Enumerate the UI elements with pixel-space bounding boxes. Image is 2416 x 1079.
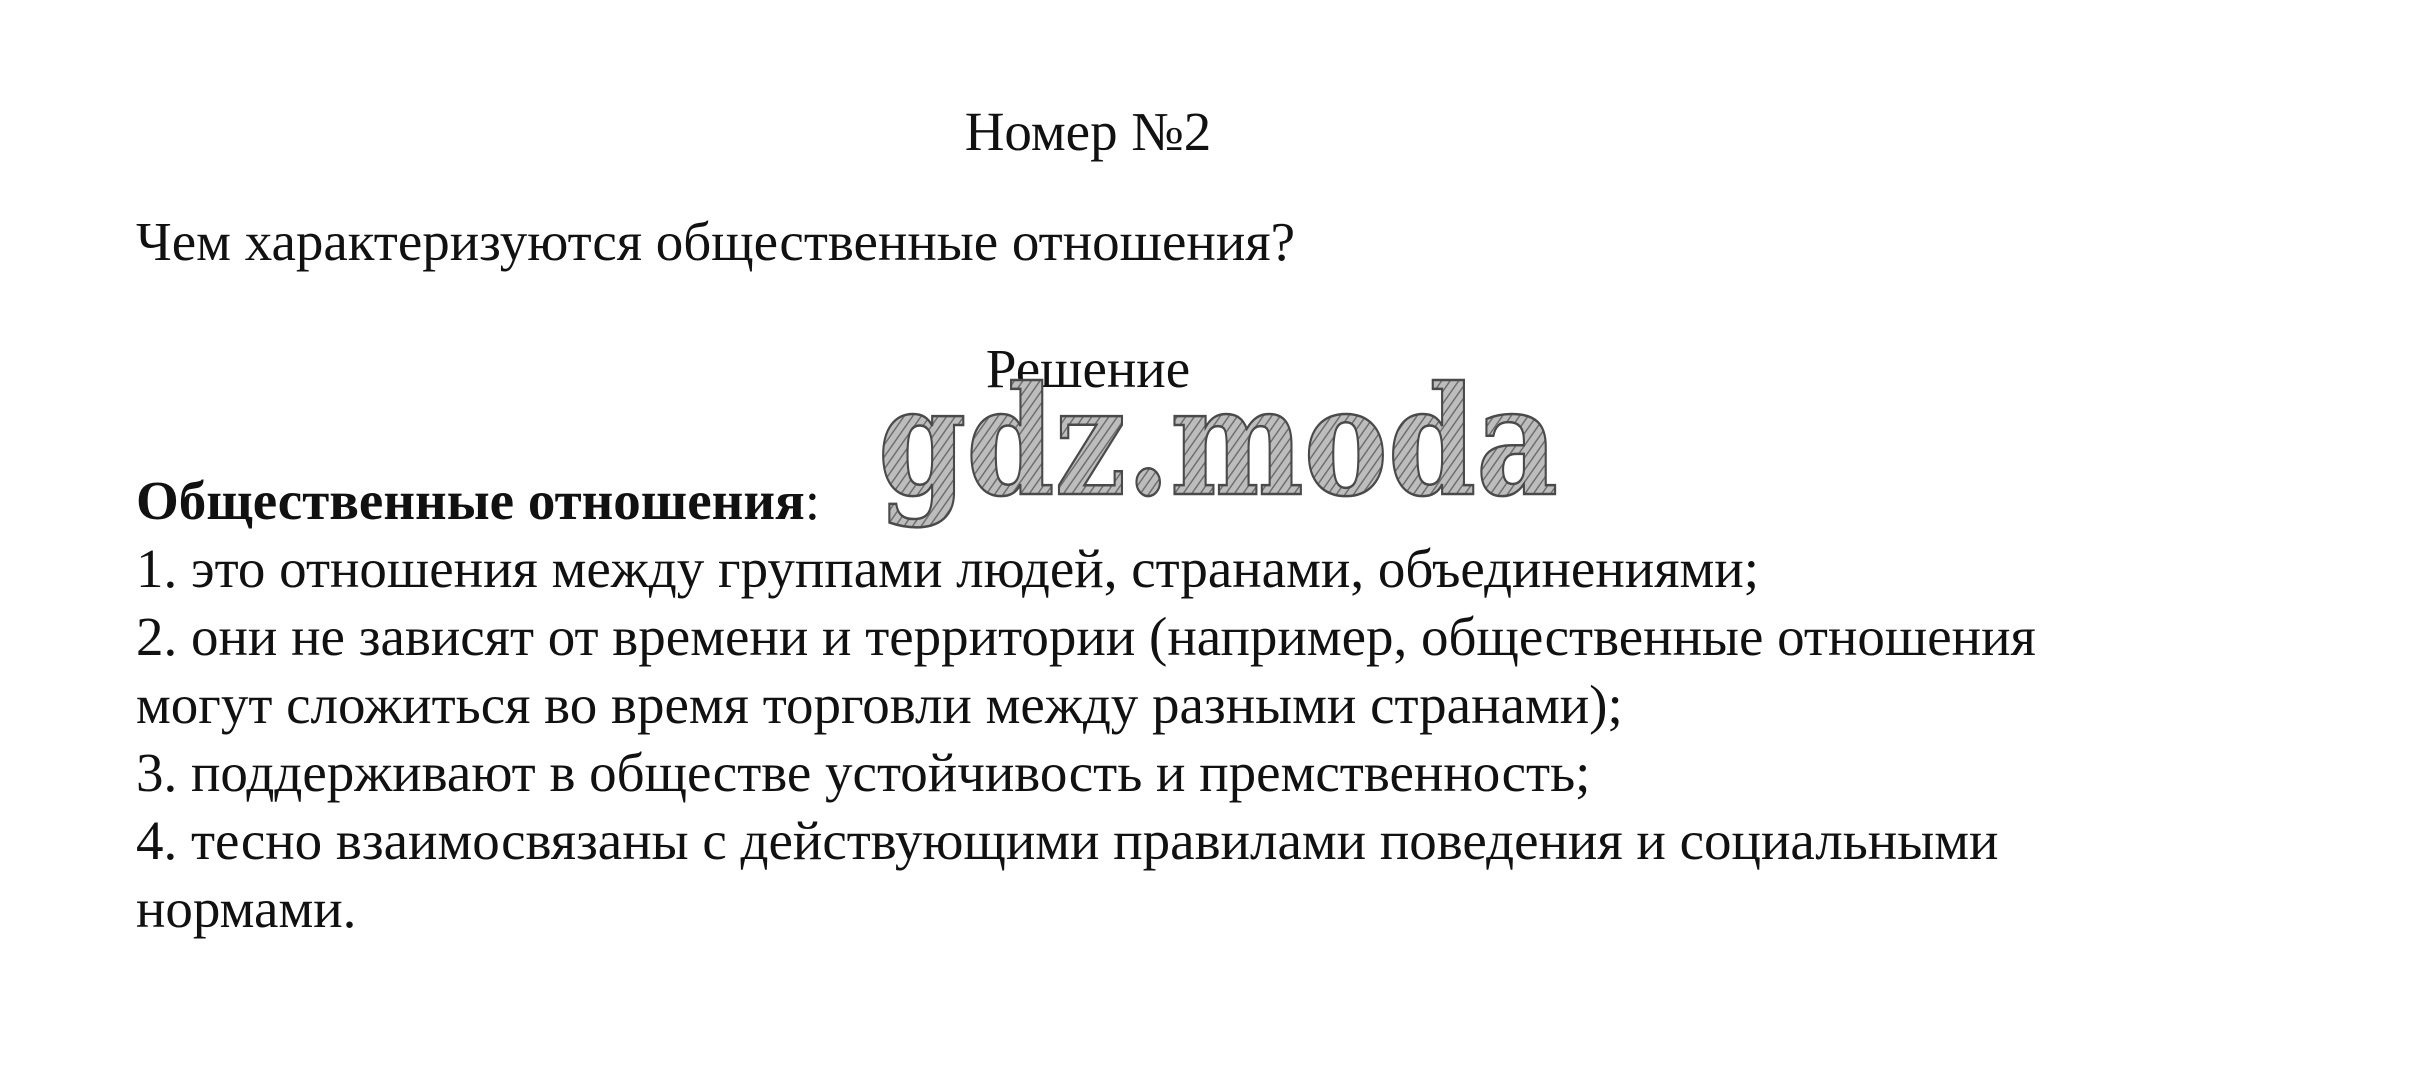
- answer-block: [136, 467, 2316, 943]
- answer-line-6: нормами.: [136, 878, 357, 939]
- solution-label: Решение: [985, 338, 1191, 399]
- answer-term-line: [136, 467, 2316, 535]
- answer-line-3: могут сложиться во время торговли между разными странами);: [136, 674, 1623, 735]
- answer-line-2: 2. они не зависят от времени и территории (например, общественные отношения: [136, 606, 2036, 667]
- answer-term-colon: :: [804, 470, 821, 531]
- answer-term: Общественные отношения: [136, 470, 805, 531]
- answer-line-1: 1. это отношения между группами людей, странами, объединениями;: [136, 538, 1760, 599]
- question-text: Чем характеризуются общественные отношения?: [136, 211, 1295, 272]
- watermark-text: gdz.moda: [878, 366, 1558, 530]
- answer-line-5: 4. тесно взаимосвязаны с действующими правилами поведения и социальными: [136, 810, 1999, 871]
- answer-line-4: 3. поддерживают в обществе устойчивость и премственность;: [136, 742, 1591, 803]
- exercise-title: Номер №2: [964, 101, 1212, 162]
